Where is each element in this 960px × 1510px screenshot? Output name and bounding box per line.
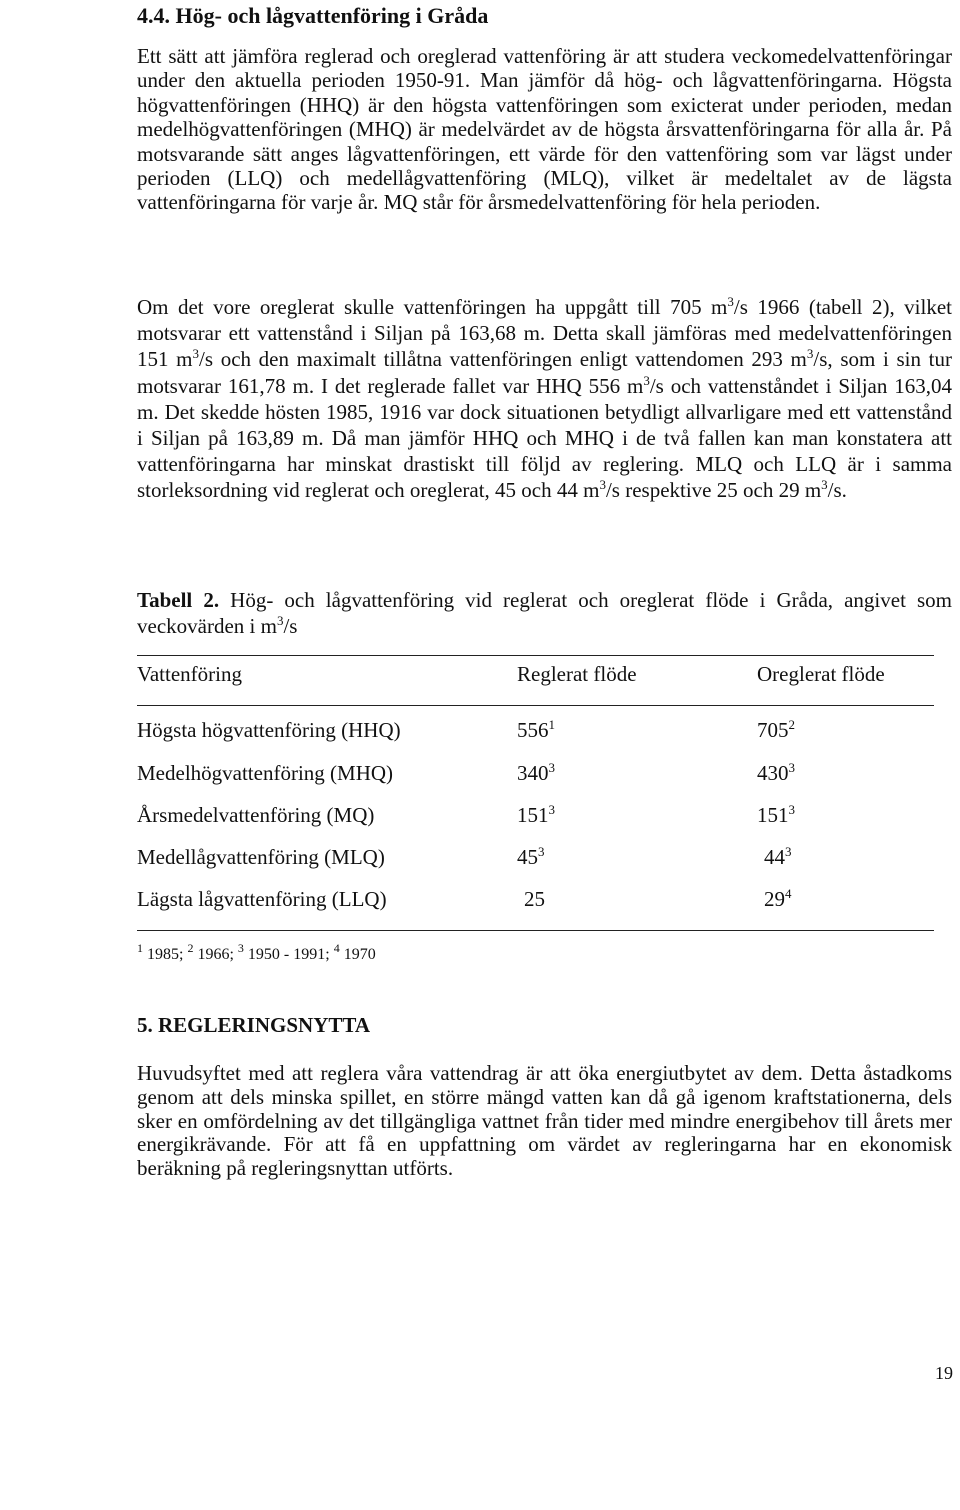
table-header-vattenforing: Vattenföring bbox=[137, 662, 242, 686]
table-row-reglerat-value: $340^3$ bbox=[517, 760, 555, 785]
table-row-reglerat-value: 25 bbox=[524, 887, 545, 911]
table-row-label: Lägsta lågvattenföring (LLQ) bbox=[137, 887, 387, 911]
table-row-oreglerat-value: $29^4$ bbox=[764, 886, 792, 911]
table-row-label: Medelhögvattenföring (MHQ) bbox=[137, 761, 394, 785]
page-number: 19 bbox=[935, 1363, 953, 1383]
table-caption: Tabell 2. Hög- och lågvattenföring vid reglerat och oreglerat flöde i Gråda, angivet som veckovärden i $m^3/s$ bbox=[137, 588, 952, 638]
paragraph-oreglerat: Om det vore oreglerat skulle vattenföringen ha uppgått till 705 $m^3/s$ 1966 (tabell 2), vilket motsvarar ett vattenstånd i Siljan på 163,68 m. Detta skall jämföras med medelvattenföringen 151 $m^3/s$ och den maximalt tillåtna vattenföringen enligt vattendomen 293 $m^3/s$, som i sin tur motsvarar 161,78 m. I det reglerade fallet var HHQ 556 $m^3/s$ och vattenståndet i Siljan 163,04 m. Det skedde hösten 1985, 1916 var dock situationen betydligt allvarligare med ett vattenstånd i Siljan på 163,89 m. Då man jämför HHQ och MHQ i de två fallen kan man konstatera att vattenföringarna har minskat drastiskt till följd av reglering. MLQ och LLQ är i samma storleksordning vid reglerat och oreglerat, 45 och 44 $m^3/s$ respektive 25 och 29 $m^3/s$. bbox=[137, 294, 953, 503]
table-row-label: Högsta högvattenföring (HHQ) bbox=[137, 718, 401, 742]
table-row-reglerat-value: $151^3$ bbox=[517, 802, 555, 827]
table-header-oreglerat: Oreglerat flöde bbox=[757, 662, 885, 686]
table-row-oreglerat-value: $151^3$ bbox=[757, 802, 795, 827]
paragraph-regleringsnytta: Huvudsyftet med att reglera våra vattendrag är att öka energiutbytet av dem. Detta åstadkoms genom att dels minska spillet, en större mängd vatten kan då gå igenom kraftstationerna, dels sker en omfördelning av det tillgängliga vattnet från tider med mindre energibehov till årets mer energikrävande. För att få en uppfattning om värdet av regleringarna har en ekonomisk beräkning på regleringsnyttan utförts. bbox=[137, 1061, 952, 1181]
table-bottom-rule bbox=[137, 930, 934, 931]
table-row-label: Årsmedelvattenföring (MQ) bbox=[137, 803, 375, 827]
table-row-oreglerat-value: $44^3$ bbox=[764, 844, 792, 869]
section-heading-5: 5. REGLERINGSNYTTA bbox=[137, 1013, 370, 1037]
table-row-reglerat-value: $556^1$ bbox=[517, 717, 555, 742]
table-row-reglerat-value: $45^3$ bbox=[517, 844, 545, 869]
table-row-oreglerat-value: $430^3$ bbox=[757, 760, 795, 785]
table-row-label: Medellågvattenföring (MLQ) bbox=[137, 845, 385, 869]
paragraph-hog-lag-intro: Ett sätt att jämföra reglerad och oreglerad vattenföring är att studera veckomedelvattenföringar under den aktuella perioden 1950-91. Man jämför då hög- och lågvattenföringarna. Högsta högvattenföringen (HHQ) är den högsta vattenföringen som exicterat under perioden, medan medelhögvattenföringen (MHQ) är medelvärdet av de högsta årsvattenföringarna för alla år. På motsvarande sätt anges lågvattenföringen, ett värde för den vattenföring som var lägst under perioden (LLQ) och medellågvattenföring (MLQ), vilket är medeltalet av de lägsta vattenföringarna för varje år. MQ står för årsmedelvattenföring för hela perioden. bbox=[137, 44, 952, 215]
table-top-rule bbox=[137, 655, 934, 656]
table-header-rule bbox=[137, 705, 934, 706]
table-footnotes: $^1$ 1985; $^2$ 1966; $^3$ 1950 - 1991; $^4$ 1970 bbox=[137, 941, 376, 963]
table-row-oreglerat-value: $705^2$ bbox=[757, 717, 795, 742]
table-header-reglerat: Reglerat flöde bbox=[517, 662, 637, 686]
section-heading-4-4: 4.4. Hög- och lågvattenföring i Gråda bbox=[137, 3, 489, 28]
